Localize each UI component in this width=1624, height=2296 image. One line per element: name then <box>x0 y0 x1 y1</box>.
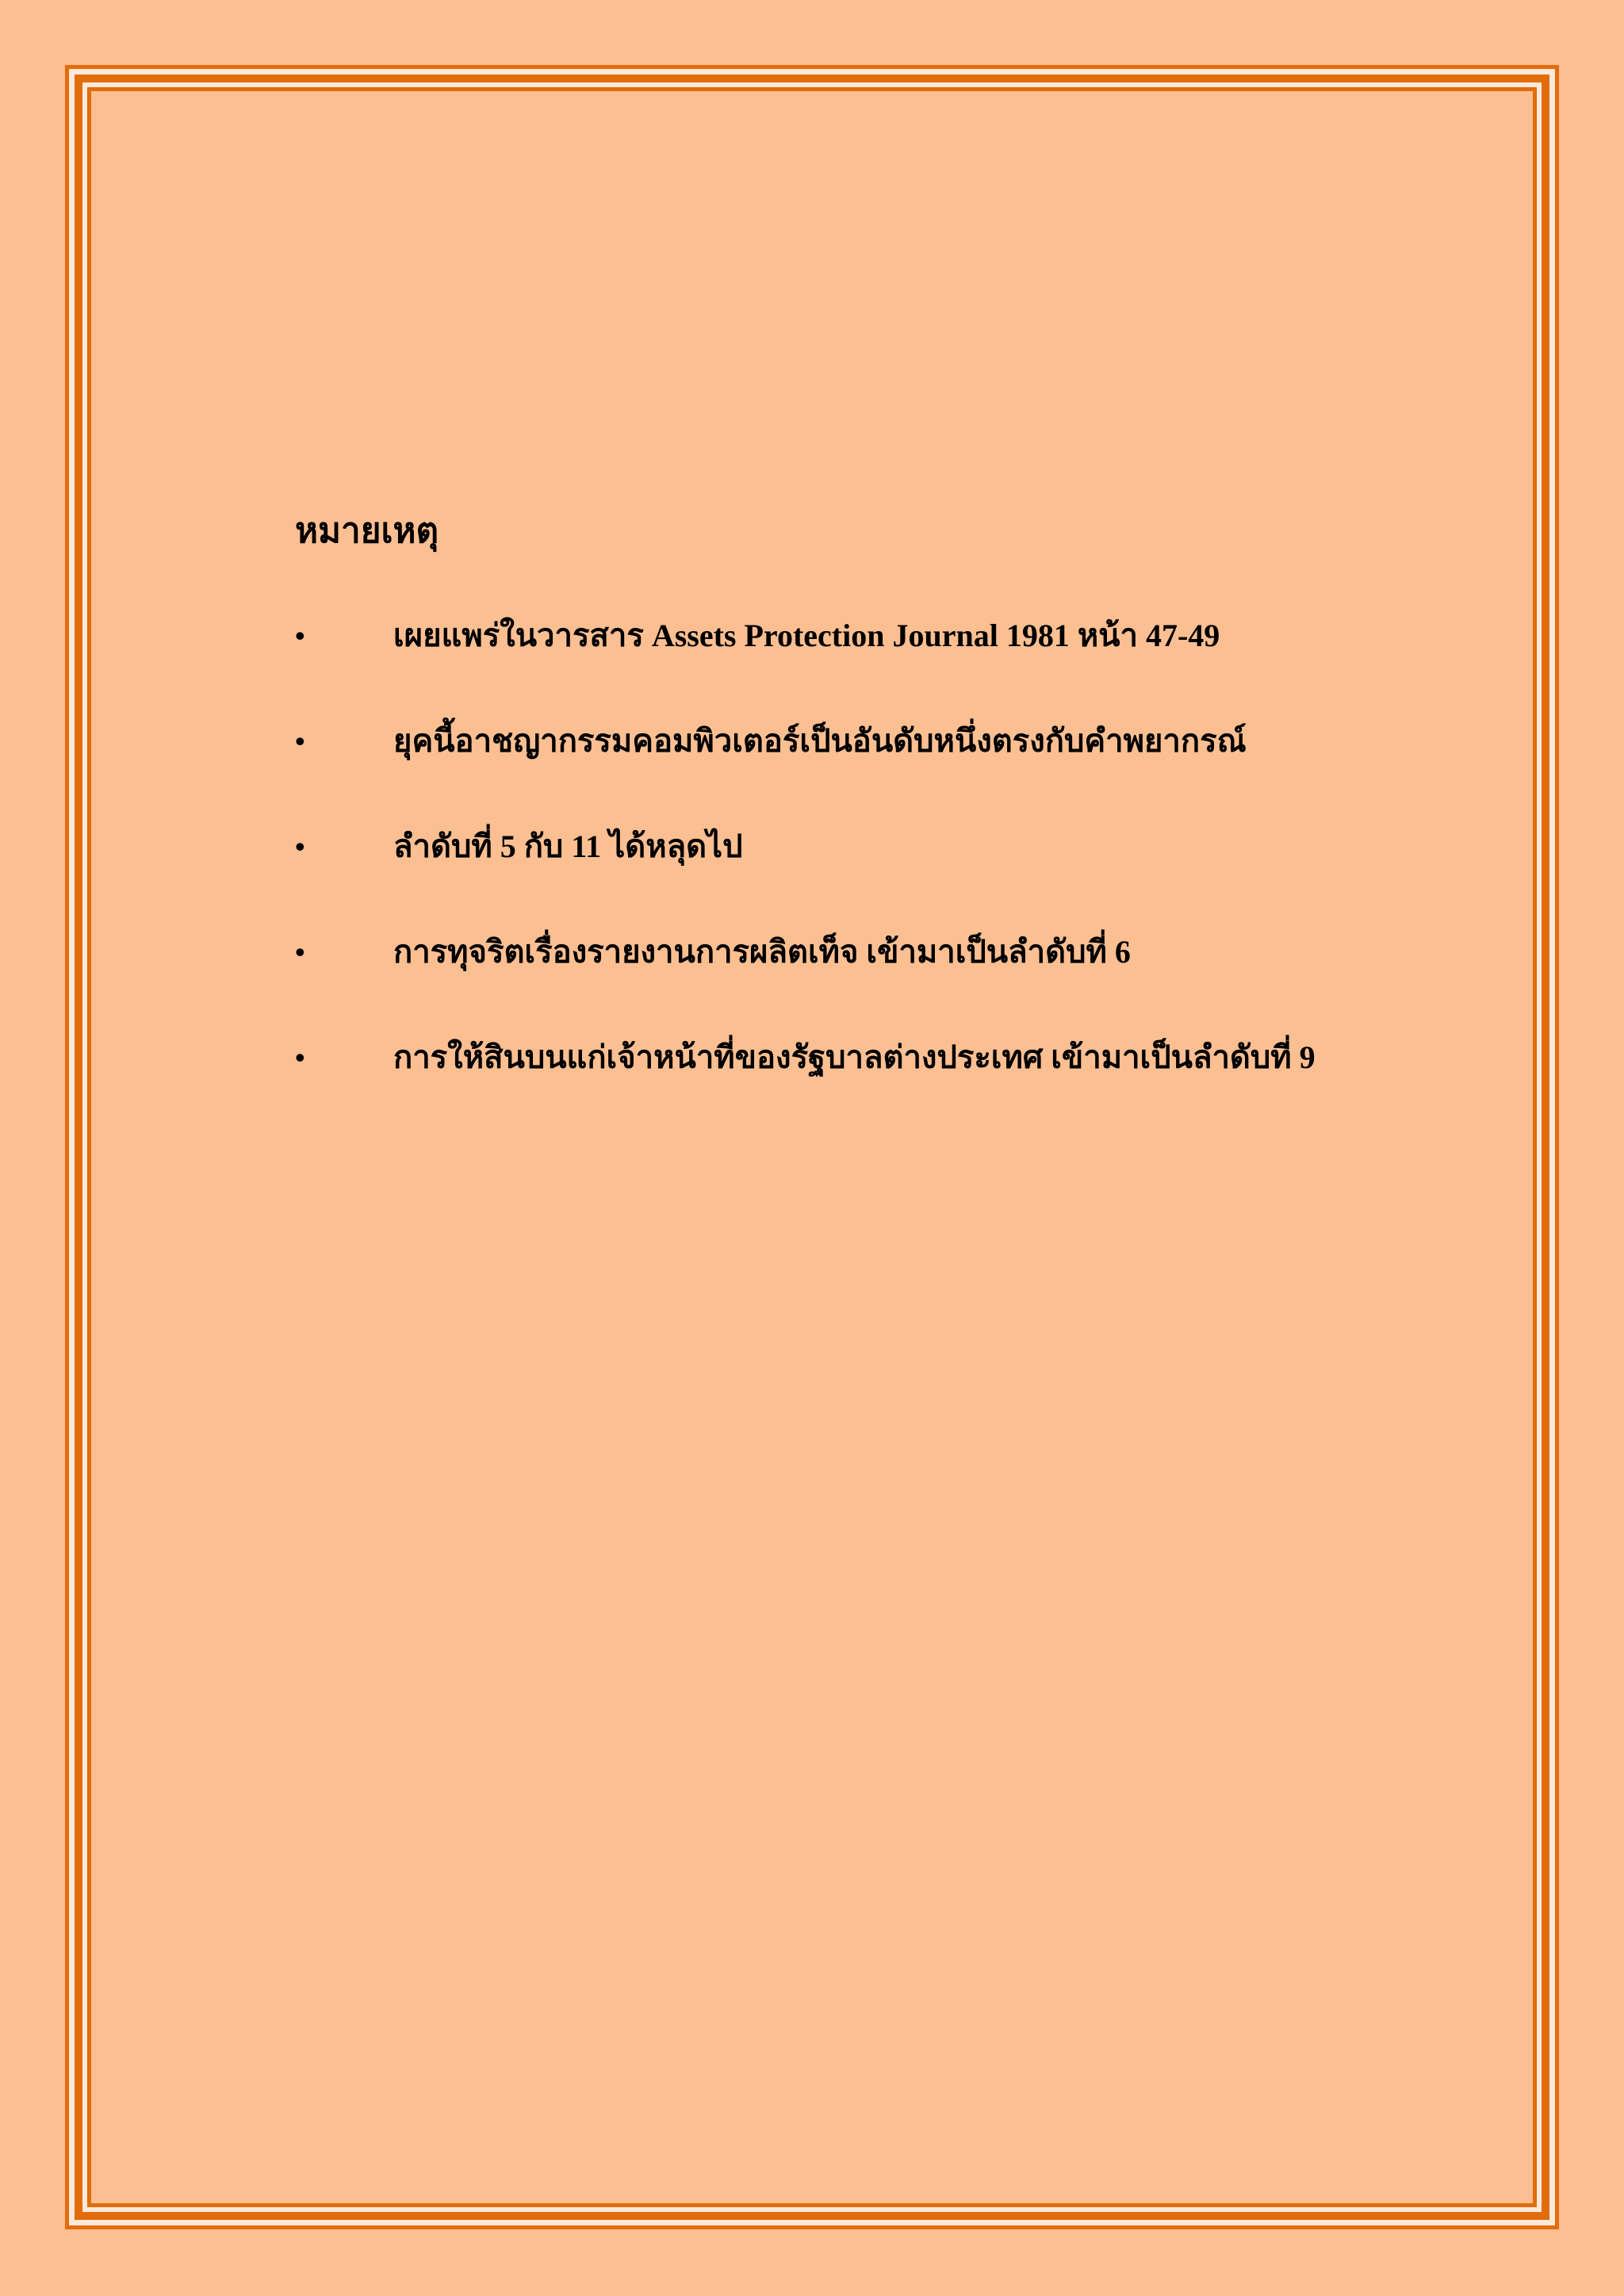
remark-text: เผยแพร่ในวารสาร Assets Protection Journal 1981 หน้า 47-49 <box>393 618 1220 653</box>
bullet-icon: • <box>295 620 305 652</box>
page-border-inner <box>87 87 1537 2207</box>
remark-item <box>295 823 1500 871</box>
remarks-heading: หมายเหตุ <box>295 511 439 550</box>
bullet-icon: • <box>295 1042 305 1073</box>
remark-item <box>295 718 1500 765</box>
remark-text: การทุจริตเรื่องรายงานการผลิตเท็จ เข้ามาเป็นลำดับที่ 6 <box>393 934 1131 970</box>
remark-text: ยุคนี้อาชญากรรมคอมพิวเตอร์เป็นอันดับหนึ่งตรงกับคำพยากรณ์ <box>393 723 1247 759</box>
remarks-list <box>295 612 1500 1081</box>
bullet-icon: • <box>295 725 305 757</box>
remark-item <box>295 928 1500 976</box>
remark-text: ลำดับที่ 5 กับ 11 ได้หลุดไป <box>393 828 743 864</box>
remark-text: การให้สินบนแก่เจ้าหน้าที่ของรัฐบาลต่างประเทศ เข้ามาเป็นลำดับที่ 9 <box>393 1039 1316 1075</box>
bullet-icon: • <box>295 831 305 863</box>
remarks-section <box>295 507 1500 1139</box>
remark-item <box>295 1034 1500 1081</box>
bullet-icon: • <box>295 936 305 968</box>
remark-item <box>295 612 1500 660</box>
